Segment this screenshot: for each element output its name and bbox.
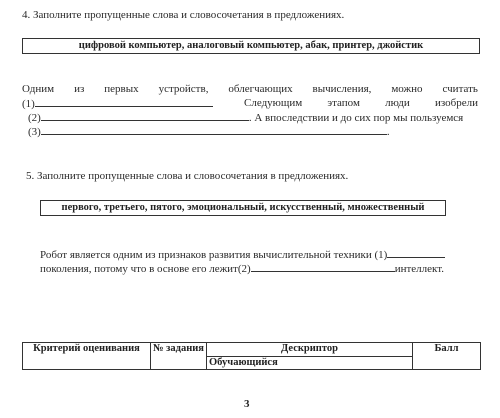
task4-paragraph	[22, 82, 478, 138]
word: считать	[442, 83, 478, 95]
task5-line-1	[40, 247, 480, 261]
header-criterion: Критерий оценивания	[23, 343, 151, 370]
task4-word-bank: цифровой компьютер, аналоговый компьютер, абак, принтер, джойстик	[22, 38, 480, 54]
blank-5-1[interactable]	[387, 247, 445, 258]
task4-line-1	[22, 82, 478, 96]
blank-5-2[interactable]	[251, 261, 395, 272]
task4-line-3-end: . А впоследствии и до сих пор мы пользуемся	[248, 112, 464, 124]
word: устройств,	[158, 83, 209, 95]
blank-3[interactable]	[41, 124, 387, 135]
word: этапом	[327, 97, 360, 109]
word: из	[74, 83, 85, 95]
table-row	[23, 343, 481, 357]
word: облегчающих	[228, 83, 293, 95]
word: можно	[391, 83, 423, 95]
blank-label-3: (3)	[28, 126, 41, 138]
word: вычисления,	[312, 83, 372, 95]
task5-heading: 5. Заполните пропущенные слова и словосочетания в предложениях.	[26, 170, 349, 182]
header-descriptor: Дескриптор	[207, 343, 413, 357]
task4-line-4-end: .	[386, 126, 390, 138]
task4-line-3	[22, 110, 478, 124]
word: Одним	[22, 83, 55, 95]
blank-2[interactable]	[41, 110, 249, 121]
task4-line-2	[22, 96, 478, 110]
task4-line-4	[22, 124, 478, 138]
task5-line-2	[40, 261, 480, 275]
word: Следующим	[244, 97, 303, 109]
header-task-number: № задания	[151, 343, 207, 370]
blank-1[interactable]	[35, 96, 213, 107]
task5-paragraph	[40, 247, 480, 275]
word: первых	[104, 83, 139, 95]
rubric-table	[22, 342, 481, 370]
page-number: 3	[244, 398, 250, 410]
header-score: Балл	[413, 343, 481, 370]
subheader-student: Обучающийся	[207, 356, 413, 370]
blank-label-2: (2)	[28, 112, 41, 124]
task5-line-2-end: интеллект.	[394, 263, 444, 275]
task5-line-1-text: Робот является одним из признаков развития вычислительной техники (1)	[40, 249, 388, 261]
task5-word-bank: первого, третьего, пятого, эмоциональный, искусственный, множественный	[40, 200, 446, 216]
task5-line-2-start: поколения, потому что в основе его лежит(2)	[40, 263, 251, 275]
word: изобрели	[434, 97, 478, 109]
task4-line-2-rest	[244, 96, 478, 110]
task4-heading: 4. Заполните пропущенные слова и словосочетания в предложениях.	[22, 9, 345, 21]
blank-label-1: (1)	[22, 98, 35, 110]
word: люди	[385, 97, 410, 109]
